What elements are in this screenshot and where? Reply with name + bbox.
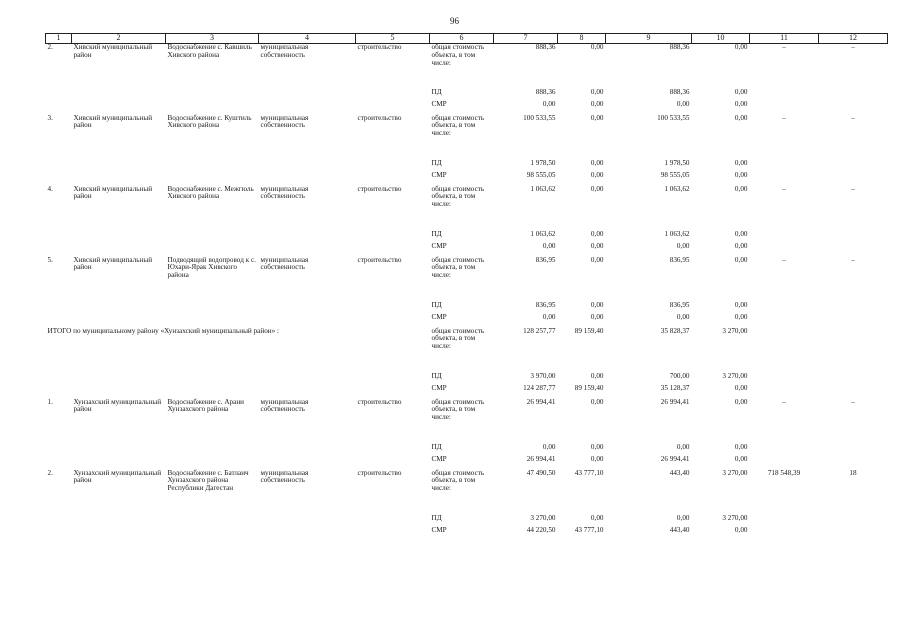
table-row — [46, 115, 888, 160]
col11-cell: – — [782, 43, 786, 51]
pd-row — [46, 515, 888, 527]
col-header: 4 — [259, 34, 356, 44]
value-cell: 3 270,00 — [530, 513, 556, 522]
work-type-cell: строительство — [357, 113, 402, 122]
work-type-cell: строительство — [357, 468, 402, 477]
value-cell: 3 270,00 — [722, 513, 748, 522]
value-cell: 0,00 — [590, 229, 604, 238]
cost-label: общая стоимость объекта, в том числе: — [431, 113, 485, 138]
smr-label: СМР — [431, 99, 447, 108]
value-cell: 1 978,50 — [664, 158, 690, 167]
smr-row — [46, 314, 888, 328]
value-cell: 836,95 — [535, 255, 556, 264]
value-cell: 0,00 — [590, 184, 604, 193]
district-cell: Хивский муниципальный район — [73, 255, 153, 272]
value-cell: 0,00 — [734, 87, 748, 96]
cost-label: общая стоимость объекта, в том числе: — [431, 326, 485, 351]
value-cell: 0,00 — [542, 312, 556, 321]
value-cell: 89 159,40 — [574, 383, 604, 392]
value-cell: 44 220,50 — [526, 525, 556, 534]
total-label: ИТОГО по муниципальному району «Хунзахский муниципальный район» : — [47, 326, 280, 335]
pd-label: ПД — [431, 158, 442, 167]
value-cell: 89 159,40 — [574, 326, 604, 335]
row-number: 3. — [47, 113, 53, 122]
col-header: 10 — [692, 34, 750, 44]
col12-cell: – — [851, 184, 855, 193]
value-cell: 0,00 — [734, 397, 748, 406]
value-cell: 0,00 — [676, 99, 690, 108]
value-cell: 0,00 — [590, 158, 604, 167]
value-cell: 1 063,62 — [664, 229, 690, 238]
col12-cell: – — [851, 43, 855, 51]
value-cell: 0,00 — [590, 442, 604, 451]
value-cell: 0,00 — [590, 371, 604, 380]
value-cell: 0,00 — [590, 43, 604, 51]
object-cell: Водоснабжение с. Батлаич Хунзахского района Республики Дагестан — [167, 468, 249, 493]
table-row — [46, 470, 888, 515]
value-cell: 888,36 — [535, 43, 556, 51]
col-header: 1 — [46, 34, 72, 44]
value-cell: 0,00 — [590, 312, 604, 321]
value-cell: 98 555,05 — [660, 170, 690, 179]
row-number: 2. — [47, 468, 53, 477]
value-cell: 3 970,00 — [530, 371, 556, 380]
work-type-cell: строительство — [357, 397, 402, 406]
district-cell: Хивский муниципальный район — [73, 184, 153, 201]
value-cell: 443,40 — [669, 468, 690, 477]
value-cell: 3 270,00 — [722, 468, 748, 477]
smr-row — [46, 172, 888, 186]
value-cell: 0,00 — [734, 43, 748, 51]
value-cell: 26 994,41 — [660, 454, 690, 463]
value-cell: 0,00 — [734, 383, 748, 392]
row-number: 4. — [47, 184, 53, 193]
value-cell: 443,40 — [669, 525, 690, 534]
value-cell: 0,00 — [734, 241, 748, 250]
value-cell: 0,00 — [734, 229, 748, 238]
value-cell: 0,00 — [590, 513, 604, 522]
value-cell: 43 777,10 — [574, 525, 604, 534]
pd-label: ПД — [431, 513, 442, 522]
value-cell: 0,00 — [676, 442, 690, 451]
col-header: 12 — [819, 34, 888, 44]
value-cell: 100 533,55 — [523, 113, 556, 122]
value-cell: 100 533,55 — [657, 113, 690, 122]
object-cell: Подводящий водопровод к с. Юхари-Ярак Хивского района — [167, 255, 256, 280]
district-cell: Хунзахский муниципальный район — [73, 397, 162, 414]
smr-label: СМР — [431, 383, 447, 392]
value-cell: 0,00 — [676, 312, 690, 321]
value-cell: 0,00 — [734, 170, 748, 179]
value-cell: 1 978,50 — [530, 158, 556, 167]
value-cell: 124 287,77 — [523, 383, 556, 392]
value-cell: 3 270,00 — [722, 371, 748, 380]
cost-label: общая стоимость объекта, в том числе: — [431, 468, 485, 493]
value-cell: 0,00 — [734, 442, 748, 451]
ownership-cell: муниципальная собственность — [260, 397, 309, 414]
pd-row — [46, 373, 888, 385]
table-row — [46, 257, 888, 302]
pd-label: ПД — [431, 300, 442, 309]
value-cell: 0,00 — [734, 99, 748, 108]
row-number: 5. — [47, 255, 53, 264]
col-header: 8 — [558, 34, 606, 44]
page-number: 96 — [450, 16, 459, 26]
smr-row — [46, 385, 888, 399]
col12-cell: – — [851, 255, 855, 264]
value-cell: 26 994,41 — [526, 454, 556, 463]
pd-label: ПД — [431, 371, 442, 380]
value-cell: 0,00 — [734, 158, 748, 167]
value-cell: 0,00 — [734, 255, 748, 264]
col12-cell: 18 — [849, 468, 857, 477]
value-cell: 0,00 — [676, 513, 690, 522]
ownership-cell: муниципальная собственность — [260, 468, 309, 485]
col11-cell: – — [782, 255, 786, 264]
value-cell: 836,95 — [669, 255, 690, 264]
smr-label: СМР — [431, 454, 447, 463]
cost-label: общая стоимость объекта, в том числе: — [431, 43, 485, 67]
smr-row — [46, 527, 888, 541]
value-cell: 888,36 — [669, 87, 690, 96]
value-cell: 43 777,10 — [574, 468, 604, 477]
value-cell: 0,00 — [734, 184, 748, 193]
pd-row — [46, 444, 888, 456]
value-cell: 0,00 — [590, 113, 604, 122]
work-type-cell: строительство — [357, 255, 402, 264]
value-cell: 0,00 — [590, 300, 604, 309]
district-cell: Хунзахский муниципальный район — [73, 468, 162, 485]
col-header: 5 — [356, 34, 430, 44]
value-cell: 1 063,62 — [664, 184, 690, 193]
value-cell: 128 257,77 — [523, 326, 556, 335]
col-header: 6 — [430, 34, 494, 44]
value-cell: 0,00 — [590, 241, 604, 250]
value-cell: 0,00 — [676, 241, 690, 250]
value-cell: 0,00 — [590, 99, 604, 108]
value-cell: 0,00 — [542, 99, 556, 108]
row-number: 1. — [47, 397, 53, 406]
value-cell: 0,00 — [734, 525, 748, 534]
value-cell: 0,00 — [590, 454, 604, 463]
value-cell: 3 270,00 — [722, 326, 748, 335]
smr-label: СМР — [431, 241, 447, 250]
object-cell: Водоснабжение с. Куштиль Хивского района — [167, 113, 252, 130]
district-cell: Хивский муниципальный район — [73, 113, 153, 130]
value-cell: 700,00 — [669, 371, 690, 380]
value-cell: 0,00 — [590, 87, 604, 96]
ownership-cell: муниципальная собственность — [260, 184, 309, 201]
col11-cell: – — [782, 113, 786, 122]
value-cell: 98 555,05 — [526, 170, 556, 179]
work-type-cell: строительство — [357, 43, 402, 51]
ownership-cell: муниципальная собственность — [260, 113, 309, 130]
ownership-cell: муниципальная собственность — [260, 43, 309, 59]
value-cell: 26 994,41 — [526, 397, 556, 406]
value-cell: 1 063,62 — [530, 229, 556, 238]
budget-table — [45, 33, 888, 541]
district-cell: Хивский муниципальный район — [73, 43, 153, 59]
smr-row — [46, 101, 888, 115]
value-cell: 0,00 — [590, 255, 604, 264]
smr-label: СМР — [431, 312, 447, 321]
work-type-cell: строительство — [357, 184, 402, 193]
table-row — [46, 186, 888, 231]
pd-row — [46, 160, 888, 172]
value-cell: 0,00 — [734, 312, 748, 321]
value-cell: 836,95 — [535, 300, 556, 309]
table-row — [46, 44, 888, 89]
table-row — [46, 399, 888, 444]
value-cell: 0,00 — [590, 170, 604, 179]
object-cell: Водоснабжение с. Арани Хунзахского района — [167, 397, 245, 414]
col-header: 11 — [750, 34, 819, 44]
col-header: 2 — [72, 34, 166, 44]
col11-cell: – — [782, 184, 786, 193]
smr-row — [46, 456, 888, 470]
col11-cell: – — [782, 397, 786, 406]
col-header: 3 — [166, 34, 259, 44]
value-cell: 0,00 — [542, 241, 556, 250]
col-header: 7 — [494, 34, 558, 44]
col12-cell: – — [851, 397, 855, 406]
pd-label: ПД — [431, 229, 442, 238]
ownership-cell: муниципальная собственность — [260, 255, 309, 272]
row-number: 2. — [47, 43, 53, 51]
value-cell: 1 063,62 — [530, 184, 556, 193]
value-cell: 26 994,41 — [660, 397, 690, 406]
cost-label: общая стоимость объекта, в том числе: — [431, 184, 485, 209]
pd-label: ПД — [431, 442, 442, 451]
pd-label: ПД — [431, 87, 442, 96]
col12-cell: – — [851, 113, 855, 122]
value-cell: 0,00 — [734, 454, 748, 463]
value-cell: 35 828,37 — [660, 326, 690, 335]
value-cell: 0,00 — [734, 113, 748, 122]
smr-label: СМР — [431, 170, 447, 179]
value-cell: 35 128,37 — [660, 383, 690, 392]
cost-label: общая стоимость объекта, в том числе: — [431, 255, 485, 280]
value-cell: 836,95 — [669, 300, 690, 309]
pd-row — [46, 231, 888, 243]
value-cell: 47 490,50 — [526, 468, 556, 477]
total-row — [46, 328, 888, 373]
pd-row — [46, 302, 888, 314]
object-cell: Водоснабжение с. Кавшиль Хивского района — [167, 43, 252, 59]
col-header: 9 — [606, 34, 692, 44]
col11-cell: 718 548,39 — [767, 468, 801, 477]
value-cell: 888,36 — [669, 43, 690, 51]
cost-label: общая стоимость объекта, в том числе: — [431, 397, 485, 422]
value-cell: 888,36 — [535, 87, 556, 96]
value-cell: 0,00 — [734, 300, 748, 309]
pd-row — [46, 89, 888, 101]
value-cell: 0,00 — [590, 397, 604, 406]
value-cell: 0,00 — [542, 442, 556, 451]
smr-label: СМР — [431, 525, 447, 534]
header-row — [46, 34, 888, 44]
object-cell: Водоснабжение с. Межгюль Хивского района — [167, 184, 254, 201]
smr-row — [46, 243, 888, 257]
